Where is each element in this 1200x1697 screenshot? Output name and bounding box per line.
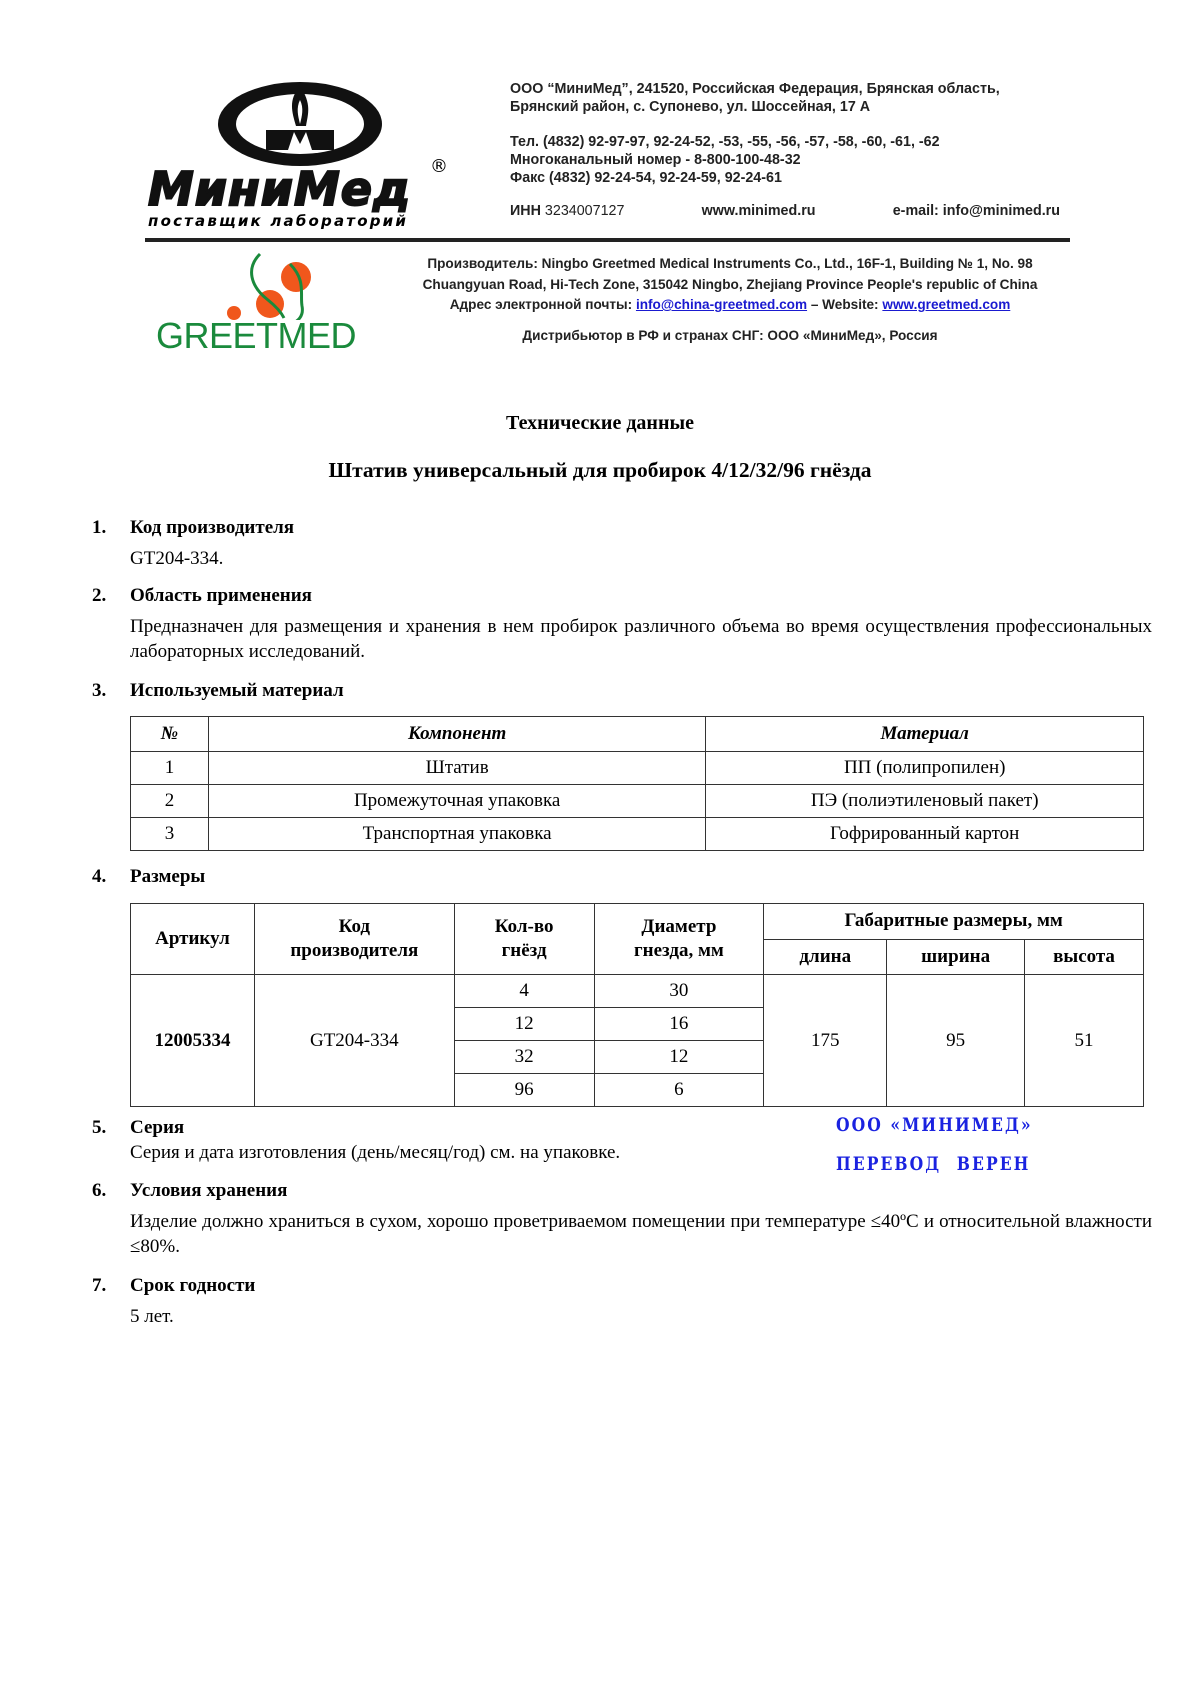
column-header: Материал: [706, 717, 1144, 752]
greetmed-wordmark: GREETMED: [156, 315, 357, 356]
inn: [510, 202, 624, 220]
table-cell: Промежуточная упаковка: [208, 785, 705, 818]
section-storage: [92, 1180, 1152, 1259]
minimed-tagline: поставщик лабораторий: [148, 212, 409, 230]
minimed-wordmark: МиниМед: [148, 162, 412, 216]
table-row: [131, 975, 1144, 1008]
article-cell: 12005334: [131, 975, 255, 1107]
header-line: Код: [338, 916, 371, 937]
minimed-email[interactable]: e-mail: info@minimed.ru: [892, 203, 1060, 219]
column-header: №: [131, 717, 209, 752]
registered-mark-icon: ®: [430, 156, 448, 177]
section-title: Используемый материал: [130, 680, 344, 701]
multichannel-line: Многоканальный номер - 8-800-100-48-32: [510, 152, 801, 168]
column-header-diameter: [594, 904, 764, 975]
section-number: 6.: [92, 1180, 107, 1201]
table-row: [131, 785, 1144, 818]
section-material: [92, 680, 1152, 702]
section-text: Предназначен для размещения и хранения в нем пробирок различного объема во время осуществления профессиональных лабораторных исследований.: [130, 616, 1152, 662]
manufacturer-email-link[interactable]: info@china-greetmed.com: [635, 297, 808, 312]
section-title: Условия хранения: [130, 1180, 288, 1201]
header-line: Диаметр: [641, 916, 717, 937]
manufacturer-website-link[interactable]: www.greetmed.com: [882, 297, 1011, 312]
greetmed-logo: [150, 250, 370, 365]
stamp-line-2: ПЕРЕВОД ВЕРЕН: [836, 1153, 1031, 1175]
section-number: 4.: [92, 866, 107, 887]
email-label: Адрес электронной почты:: [449, 297, 633, 312]
inn-label: ИНН: [510, 203, 541, 219]
inn-value: 3234007127: [544, 203, 625, 219]
section-dimensions: [92, 866, 1152, 888]
section-text: Серия и дата изготовления (день/месяц/год) см. на упаковке.: [130, 1142, 621, 1163]
address-line-1: ООО “МиниМед”, 241520, Российская Федерация, Брянская область,: [510, 81, 1000, 97]
flame-emblem-icon: [214, 78, 386, 170]
table-row: [131, 818, 1144, 851]
document-subtitle: Штатив универсальный для пробирок 4/12/32/96 гнёзда: [328, 458, 872, 482]
section-text: 5 лет.: [130, 1306, 174, 1327]
manufacturer-line-1: Производитель: Ningbo Greetmed Medical Instruments Co., Ltd., 16F-1, Building № 1, No. 98: [427, 256, 1033, 271]
column-header: Компонент: [208, 717, 705, 752]
minimed-contacts: [510, 80, 1100, 220]
code-cell: GT204-334: [254, 975, 454, 1107]
section-text: GT204-334.: [130, 548, 224, 569]
section-title: Область применения: [130, 585, 312, 606]
section-number: 1.: [92, 517, 107, 538]
translation-stamp: [836, 1114, 1033, 1175]
manufacturer-line-2: Chuangyuan Road, Hi-Tech Zone, 315042 Ningbo, Zhejiang Province People's republic of China: [422, 276, 1038, 292]
section-shelf-life: [92, 1275, 1152, 1329]
table-header-row: [131, 717, 1144, 752]
column-header-article: Артикул: [131, 904, 255, 975]
section-title: Код производителя: [130, 517, 295, 538]
website-label: – Website:: [810, 297, 879, 312]
minimed-logo: [148, 78, 448, 228]
slots-cell: 4: [454, 975, 594, 1008]
section-manufacturer-code: [92, 517, 1152, 571]
minimed-website[interactable]: www.minimed.ru: [701, 203, 816, 219]
table-cell: Транспортная упаковка: [208, 818, 705, 851]
materials-table: [130, 716, 1144, 851]
header-line: гнезда, мм: [634, 940, 724, 961]
section-number: 5.: [92, 1117, 107, 1138]
length-cell: 175: [764, 975, 887, 1107]
section-title: Срок годности: [130, 1275, 256, 1296]
column-header-width: ширина: [887, 939, 1025, 975]
slots-cell: 12: [454, 1008, 594, 1041]
slots-cell: 96: [454, 1074, 594, 1107]
height-cell: 51: [1025, 975, 1144, 1107]
dimensions-table: [130, 903, 1144, 1107]
section-number: 3.: [92, 680, 107, 701]
slots-cell: 32: [454, 1041, 594, 1074]
phone-line: Тел. (4832) 92-97-97, 92-24-52, -53, -55, -56, -57, -58, -60, -61, -62: [510, 134, 940, 150]
section-title: Размеры: [130, 866, 206, 887]
column-header-code: [254, 904, 454, 975]
table-cell: ПП (полипропилен): [706, 752, 1144, 785]
table-cell: Гофрированный картон: [706, 818, 1144, 851]
column-header-length: длина: [764, 939, 887, 975]
header-line: гнёзд: [501, 940, 547, 961]
header-line: Кол-во: [494, 916, 554, 937]
section-number: 7.: [92, 1275, 107, 1296]
table-cell: 3: [131, 818, 209, 851]
diameter-cell: 12: [594, 1041, 764, 1074]
header-divider: [145, 238, 1070, 242]
column-header-overall: Габаритные размеры, мм: [764, 904, 1144, 940]
diameter-cell: 6: [594, 1074, 764, 1107]
table-cell: 2: [131, 785, 209, 818]
column-header-slots: [454, 904, 594, 975]
fax-line: Факс (4832) 92-24-54, 92-24-59, 92-24-61: [510, 170, 782, 186]
table-header-row: [131, 904, 1144, 940]
section-title: Серия: [130, 1117, 185, 1138]
diameter-cell: 16: [594, 1008, 764, 1041]
header-line: производителя: [290, 940, 419, 961]
table-cell: ПЭ (полиэтиленовый пакет): [706, 785, 1144, 818]
table-row: [131, 752, 1144, 785]
diameter-cell: 30: [594, 975, 764, 1008]
section-application: [92, 585, 1152, 664]
document-title: Технические данные: [506, 412, 694, 434]
stamp-line-1: ООО «МИНИМЕД»: [836, 1114, 1033, 1136]
address-line-2: Брянский район, с. Супонево, ул. Шоссейная, 17 А: [510, 99, 871, 115]
manufacturer-contacts: [395, 295, 1065, 316]
table-cell: Штатив: [208, 752, 705, 785]
section-text: Изделие должно храниться в сухом, хорошо проветриваемом помещении при температуре ≤40ºС и относительной влажности ≤80%.: [130, 1211, 1152, 1257]
manufacturer-info: [395, 254, 1065, 346]
width-cell: 95: [887, 975, 1025, 1107]
distributor-line: Дистрибьютор в РФ и странах СНГ: ООО «МиниМед», Россия: [522, 327, 938, 343]
greetmed-dots-icon: [150, 250, 370, 320]
column-header-height: высота: [1025, 939, 1144, 975]
table-cell: 1: [131, 752, 209, 785]
section-number: 2.: [92, 585, 107, 606]
